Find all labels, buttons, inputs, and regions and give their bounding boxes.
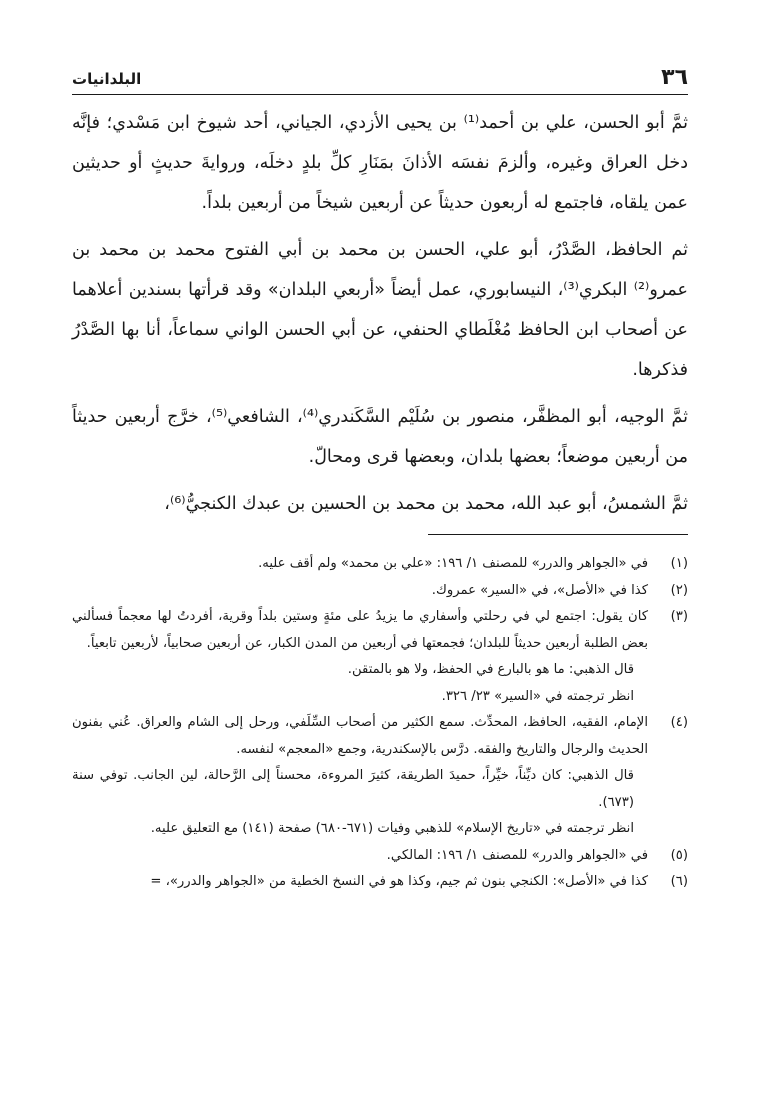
footnote-text: الإمام، الفقيه، الحافظ، المحدِّث. سمع الكثير من أصحاب السِّلَفي، ورحل إلى الشام والعراق. عُني بفنون الحديث والرجال والتاريخ والفقه. درَّس بالإسكندرية، وجمع «المعجم» لنفسه. (72, 715, 648, 757)
footnote-text: كان يقول: اجتمع لي في رحلتي وأسفاري ما يزيدُ على مئةٍ وستين بلداً وقرية، أفردتُ لها معجماً فسألني بعض الطلبة أربعين حديثاً للبلدان؛ فجمعتها في أربعين من المدن الكبار، عن أربعين صحابياً، لأربعين تابعياً. (72, 609, 648, 651)
footnote-body (72, 710, 648, 843)
book-page (72, 58, 688, 896)
footnote-number: (١) (670, 556, 688, 571)
footnote-body (72, 843, 648, 870)
footnote-5 (72, 843, 688, 870)
footnote-quote: قال الذهبي: كان ديِّناً، خيِّراً، حميدَ الطريقة، كثيرَ المروءة، محسناً إلى الرَّحالة، لين الجانب. توفي سنة (٦٧٣). (72, 768, 634, 810)
footnote-body (72, 578, 648, 605)
page-header (72, 58, 688, 95)
footnote-number: (٥) (670, 847, 688, 863)
footnote-3 (72, 604, 688, 710)
footnote-text: كذا في «الأصل»، في «السير» عمروك. (431, 582, 648, 598)
footnotes (72, 551, 688, 896)
footnote-number: (٦) (670, 874, 688, 889)
footnote-2 (72, 578, 688, 605)
footnote-1 (72, 551, 688, 578)
footnote-6 (72, 869, 688, 896)
paragraph-2: ثم الحافظ، الصَّدْرُ، أبو علي، الحسن بن محمد بن أبي الفتوح محمد بن محمد بن عمرو⁽²⁾ البكري⁽³⁾، النيسابوري، عمل أيضاً «أربعي البلدان» وقد قرأتها بسندين أعلاهما عن أصحاب ابن الحافظ مُغْلَطاي الحنفي، عن أبي الحسن الواني سماعاً، أنا بها الصَّدْرُ فذكرها. (72, 240, 688, 380)
footnote-body (72, 604, 648, 710)
paragraph-1: ثمَّ أبو الحسن، علي بن أحمد⁽¹⁾ بن يحيى الأزدي، الجياني، أحد شيوخ ابن مَسْدي؛ فإنَّه دخل العراق وغيره، وألزمَ نفسَه الأذانَ بمَنَارِ كلِّ بلدٍ دخلَه، وروايةَ حديثٍ أو حديثين عمن يلقاه، فاجتمع له أربعون حديثاً عن أربعين شيخاً من أربعين بلداً. (72, 113, 688, 213)
page-number: ٣٦ (661, 65, 688, 90)
footnote-number: (٢) (670, 582, 688, 598)
footnote-number: (٤) (670, 715, 688, 730)
footnote-reference: انظر ترجمته في «تاريخ الإسلام» للذهبي وفيات (٦٧١-٦٨٠) صفحة (١٤١) مع التعليق عليه. (150, 821, 634, 836)
footnote-text: في «الجواهر والدرر» للمصنف ١/ ١٩٦: «علي بن محمد» ولم أقف عليه. (258, 556, 648, 571)
footnote-number: (٣) (670, 609, 688, 624)
footnote-text: في «الجواهر والدرر» للمصنف ١/ ١٩٦: المالكي. (386, 847, 648, 863)
paragraph-4: ثمَّ الشمسُ، أبو عبد الله، محمد بن محمد بن الحسين بن عبدك الكنجيُّ⁽⁶⁾، (164, 494, 688, 514)
footnote-body (72, 551, 648, 578)
footnote-4 (72, 710, 688, 843)
footnote-text: كذا في «الأصل»: الكنجي بنون ثم جيم، وكذا هو في النسخ الخطية من «الجواهر والدرر»، = (150, 874, 648, 889)
footnote-separator (428, 534, 688, 535)
paragraph-3: ثمَّ الوجيه، أبو المظفَّر، منصور بن سُلَيْم السَّكَندري⁽⁴⁾، الشافعي⁽⁵⁾، خرَّج أربعين حديثاً من أربعين موضعاً؛ بعضها بلدان، وبعضها قرى ومحالّ. (72, 407, 689, 467)
footnote-reference: انظر ترجمته في «السير» ٢٣/ ٣٢٦. (441, 688, 634, 704)
footnote-quote: قال الذهبي: ما هو بالبارع في الحفظ، ولا هو بالمتقن. (347, 662, 634, 677)
footnote-body (72, 869, 648, 896)
running-title: البلدانيات (72, 70, 142, 88)
main-text (72, 103, 688, 524)
